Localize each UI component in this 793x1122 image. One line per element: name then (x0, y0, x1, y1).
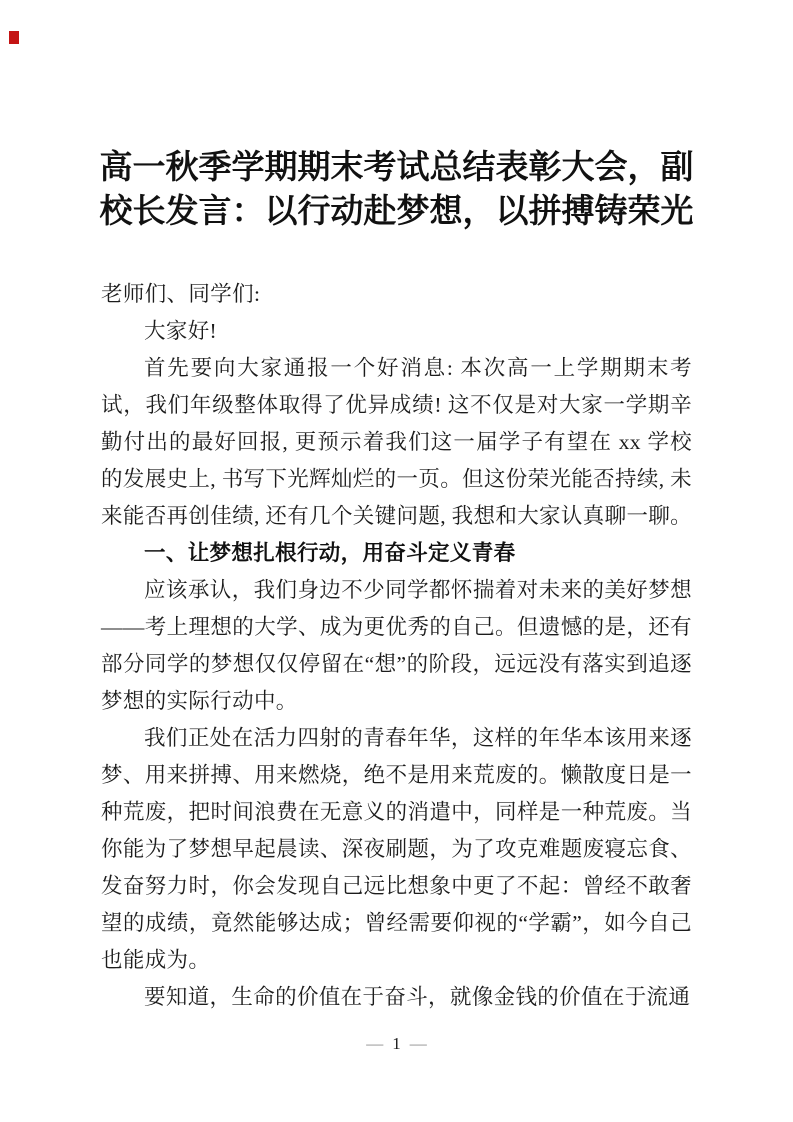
paragraph: 大家好! (144, 319, 218, 343)
document-body (101, 276, 692, 1016)
document-title: 高一秋季学期期末考试总结表彰大会，副校长发言：以行动赴梦想，以拼搏铸荣光 (99, 150, 694, 230)
paragraph: 老师们、同学们: (101, 282, 261, 306)
section-heading: 一、让梦想扎根行动，用奋斗定义青春 (144, 541, 516, 565)
footer-left-dash: — (366, 1034, 384, 1053)
paragraph: 要知道，生命的价值在于奋斗，就像金钱的价值在于流通 (144, 985, 691, 1009)
red-marker-icon (9, 31, 19, 44)
page-number: 1 (392, 1034, 401, 1053)
page-footer (0, 1034, 793, 1054)
paragraph: 应该承认，我们身边不少同学都怀揣着对未来的美好梦想——考上理想的大学、成为更优秀的自己。但遗憾的是，还有部分同学的梦想仅仅停留在“想”的阶段，远远没有落实到追逐梦想的实际行动中。 (101, 578, 692, 713)
paragraph: 首先要向大家通报一个好消息: 本次高一上学期期末考试，我们年级整体取得了优异成绩! 这不仅是对大家一学期辛勤付出的最好回报, 更预示着我们这一届学子有望在 xx 学校的发展史上, 书写下光辉灿烂的一页。但这份荣光能否持续, 未来能否再创佳绩, 还有几个关键问题, 我想和大家认真聊一聊。 (101, 356, 693, 528)
footer-right-dash: — (409, 1034, 427, 1053)
paragraph: 我们正处在活力四射的青春年华，这样的年华本该用来逐梦、用来拼搏、用来燃烧，绝不是用来荒废的。懒散度日是一种荒废，把时间浪费在无意义的消遣中，同样是一种荒废。当你能为了梦想早起晨读、深夜刷题，为了攻克难题废寝忘食、发奋努力时，你会发现自己远比想象中更了不起：曾经不敢奢望的成绩，竟然能够达成；曾经需要仰视的“学霸”，如今自己也能成为。 (101, 726, 692, 972)
